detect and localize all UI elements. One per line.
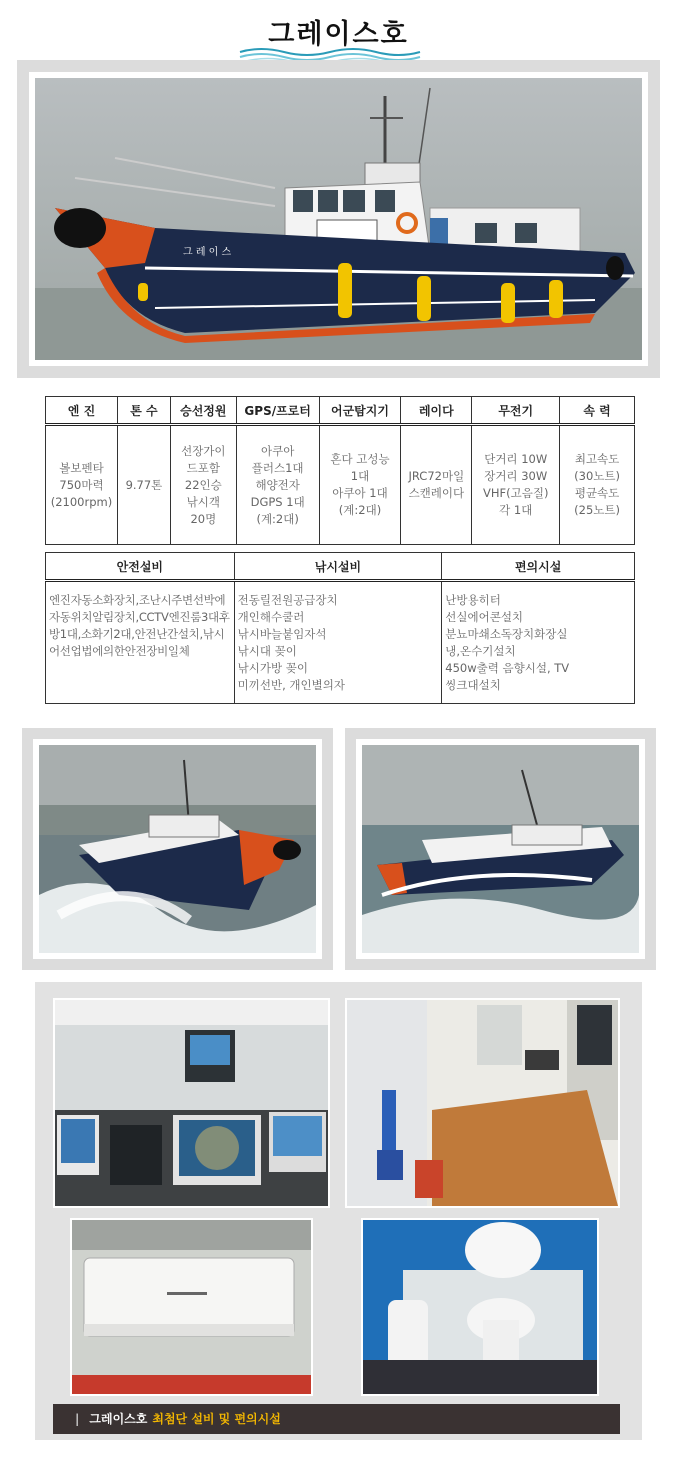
header-convenience: 편의시설 — [442, 553, 635, 581]
facility-value-row — [46, 581, 635, 704]
header-fishing: 낚시설비 — [234, 553, 442, 581]
caption-boat-name: 그레이스호 — [89, 1412, 148, 1426]
cell-gps: 아쿠아 플러스1대 해양전자 DGPS 1대 (계:2대) — [236, 425, 319, 545]
cabin-photo-frame — [345, 998, 620, 1208]
cell-tonnage: 9.77톤 — [117, 425, 170, 545]
header-capacity: 승선정원 — [170, 397, 236, 425]
bridge-photo-frame — [53, 998, 330, 1208]
spec-table — [45, 396, 635, 545]
action-photo-frame-right — [345, 728, 656, 970]
header-gps: GPS/프로터 — [236, 397, 319, 425]
cell-fishing: 전동릴전원공급장치 개인해수쿨러 낚시바늘붙임자석 낚시대 꽂이 낚시가방 꽂이 미끼선반, 개인별의자 — [234, 581, 442, 704]
caption-highlight: 최첨단 설비 및 편의시설 — [152, 1412, 281, 1426]
boat-action-photo-right — [362, 745, 639, 953]
main-photo-frame — [17, 60, 660, 378]
cell-capacity: 선장가이 드포함 22인승 낚시객 20명 — [170, 425, 236, 545]
header-radio: 무전기 — [472, 397, 560, 425]
cell-speed: 최고속도 (30노트) 평균속도 (25노트) — [560, 425, 635, 545]
facility-table — [45, 552, 635, 704]
aircon-photo-frame — [70, 1218, 313, 1396]
spec-header-row — [46, 397, 635, 425]
caption-bar — [53, 1404, 620, 1434]
facility-header-row — [46, 553, 635, 581]
header-speed: 속 력 — [560, 397, 635, 425]
cabin-interior-photo — [347, 1000, 618, 1206]
cell-fishfinder: 혼다 고성능 1대 아쿠아 1대 (계:2대) — [319, 425, 401, 545]
header-fishfinder: 어군탐지기 — [319, 397, 401, 425]
svg-text:그 레 이 스: 그 레 이 스 — [183, 247, 232, 258]
cell-convenience: 난방용히터 선실에어콘설치 분뇨마쇄소독장치화장실 냉,온수기설치 450w출력 음향시설, TV 씽크대설치 — [442, 581, 635, 704]
header-engine: 엔 진 — [46, 397, 118, 425]
header-radar: 레이다 — [401, 397, 472, 425]
cell-safety: 엔진자동소화장치,조난시주변선박에자동위치알림장치,CCTV엔진룸3대후방1대,소화기2대,안전난간설치,낚시어선업법에의한안전장비일체 — [46, 581, 235, 704]
cell-engine: 볼보펜타 750마력 (2100rpm) — [46, 425, 118, 545]
caption-separator: | — [75, 1412, 80, 1426]
toilet-photo-frame — [361, 1218, 599, 1396]
header-tonnage: 톤 수 — [117, 397, 170, 425]
toilet-photo — [363, 1220, 597, 1394]
boat-action-photo-left — [39, 745, 316, 953]
aircon-photo — [72, 1220, 311, 1394]
action-photo-frame-left — [22, 728, 333, 970]
spec-value-row — [46, 425, 635, 545]
page-title-area — [0, 12, 677, 60]
page-title: 그레이스호 — [268, 19, 409, 50]
main-boat-photo — [35, 78, 642, 360]
cell-radar: JRC72마일 스캔레이다 — [401, 425, 472, 545]
header-safety: 안전설비 — [46, 553, 235, 581]
cell-radio: 단거리 10W 장거리 30W VHF(고음질) 각 1대 — [472, 425, 560, 545]
bridge-equipment-photo — [55, 1000, 328, 1206]
